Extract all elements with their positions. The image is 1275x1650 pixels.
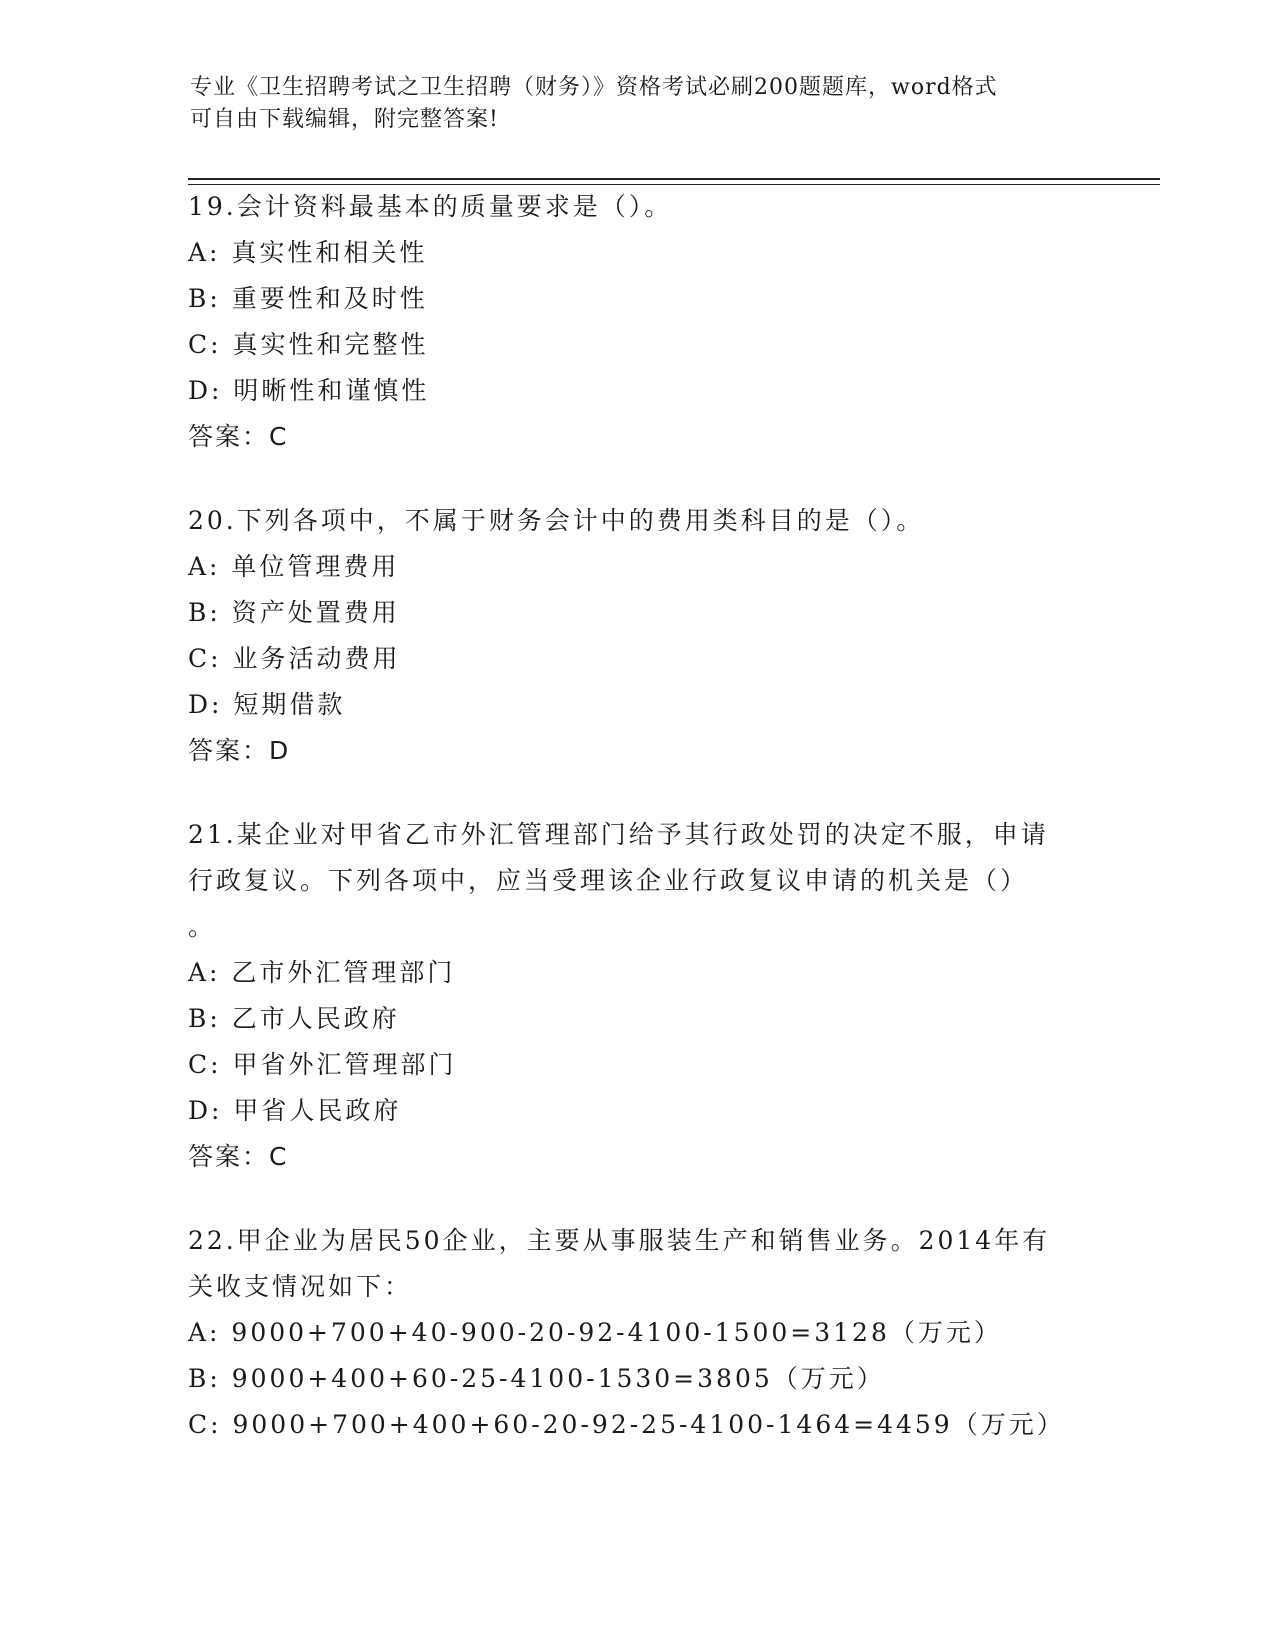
question-20 [188, 498, 1088, 774]
answer-label: 答案：C [188, 1142, 289, 1171]
option-c: C: 甲省外汇管理部门 [188, 1050, 457, 1079]
question-19 [188, 184, 1088, 460]
question-stem-line-2: 行政复议。下列各项中，应当受理该企业行政复议申请的机关是（） [188, 866, 1029, 895]
answer-label: 答案：D [188, 736, 291, 765]
option-b: B: 9000+400+60-25-4100-1530=3805（万元） [188, 1364, 885, 1393]
option-a: A: 真实性和相关性 [188, 238, 428, 267]
option-a: A: 9000+700+40-900-20-92-4100-1500=3128（万元） [188, 1318, 1002, 1347]
question-stem-line-2: 关收支情况如下： [188, 1272, 413, 1301]
header-line-1: 专业《卫生招聘考试之卫生招聘（财务）》资格考试必刷200题题库，word格式 [190, 75, 998, 100]
option-d: D: 明晰性和谨慎性 [188, 376, 430, 405]
question-stem: 20.下列各项中，不属于财务会计中的费用类科目的是（）。 [188, 506, 925, 535]
header-line-2: 可自由下载编辑，附完整答案! [190, 107, 499, 132]
option-b: B: 资产处置费用 [188, 598, 400, 627]
answer-label: 答案：C [188, 422, 289, 451]
option-a: A: 乙市外汇管理部门 [188, 958, 456, 987]
option-b: B: 乙市人民政府 [188, 1004, 400, 1033]
question-21 [188, 812, 1088, 1180]
document-header [190, 72, 1070, 136]
option-d: D: 短期借款 [188, 690, 346, 719]
question-stem-line-3: 。 [188, 912, 217, 941]
option-c: C: 真实性和完整性 [188, 330, 429, 359]
question-stem-line-1: 21.某企业对甲省乙市外汇管理部门给予其行政处罚的决定不服，申请 [188, 820, 1049, 849]
option-c: C: 业务活动费用 [188, 644, 401, 673]
question-22 [188, 1218, 1088, 1448]
option-b: B: 重要性和及时性 [188, 284, 428, 313]
question-stem: 19.会计资料最基本的质量要求是（）。 [188, 192, 673, 221]
option-c: C: 9000+700+400+60-20-92-25-4100-1464=4459（万元） [188, 1410, 1065, 1439]
question-stem-line-1: 22.甲企业为居民50企业，主要从事服装生产和销售业务。2014年有 [188, 1226, 1051, 1255]
option-a: A: 单位管理费用 [188, 552, 400, 581]
header-divider-thick [188, 178, 1160, 180]
option-d: D: 甲省人民政府 [188, 1096, 402, 1125]
